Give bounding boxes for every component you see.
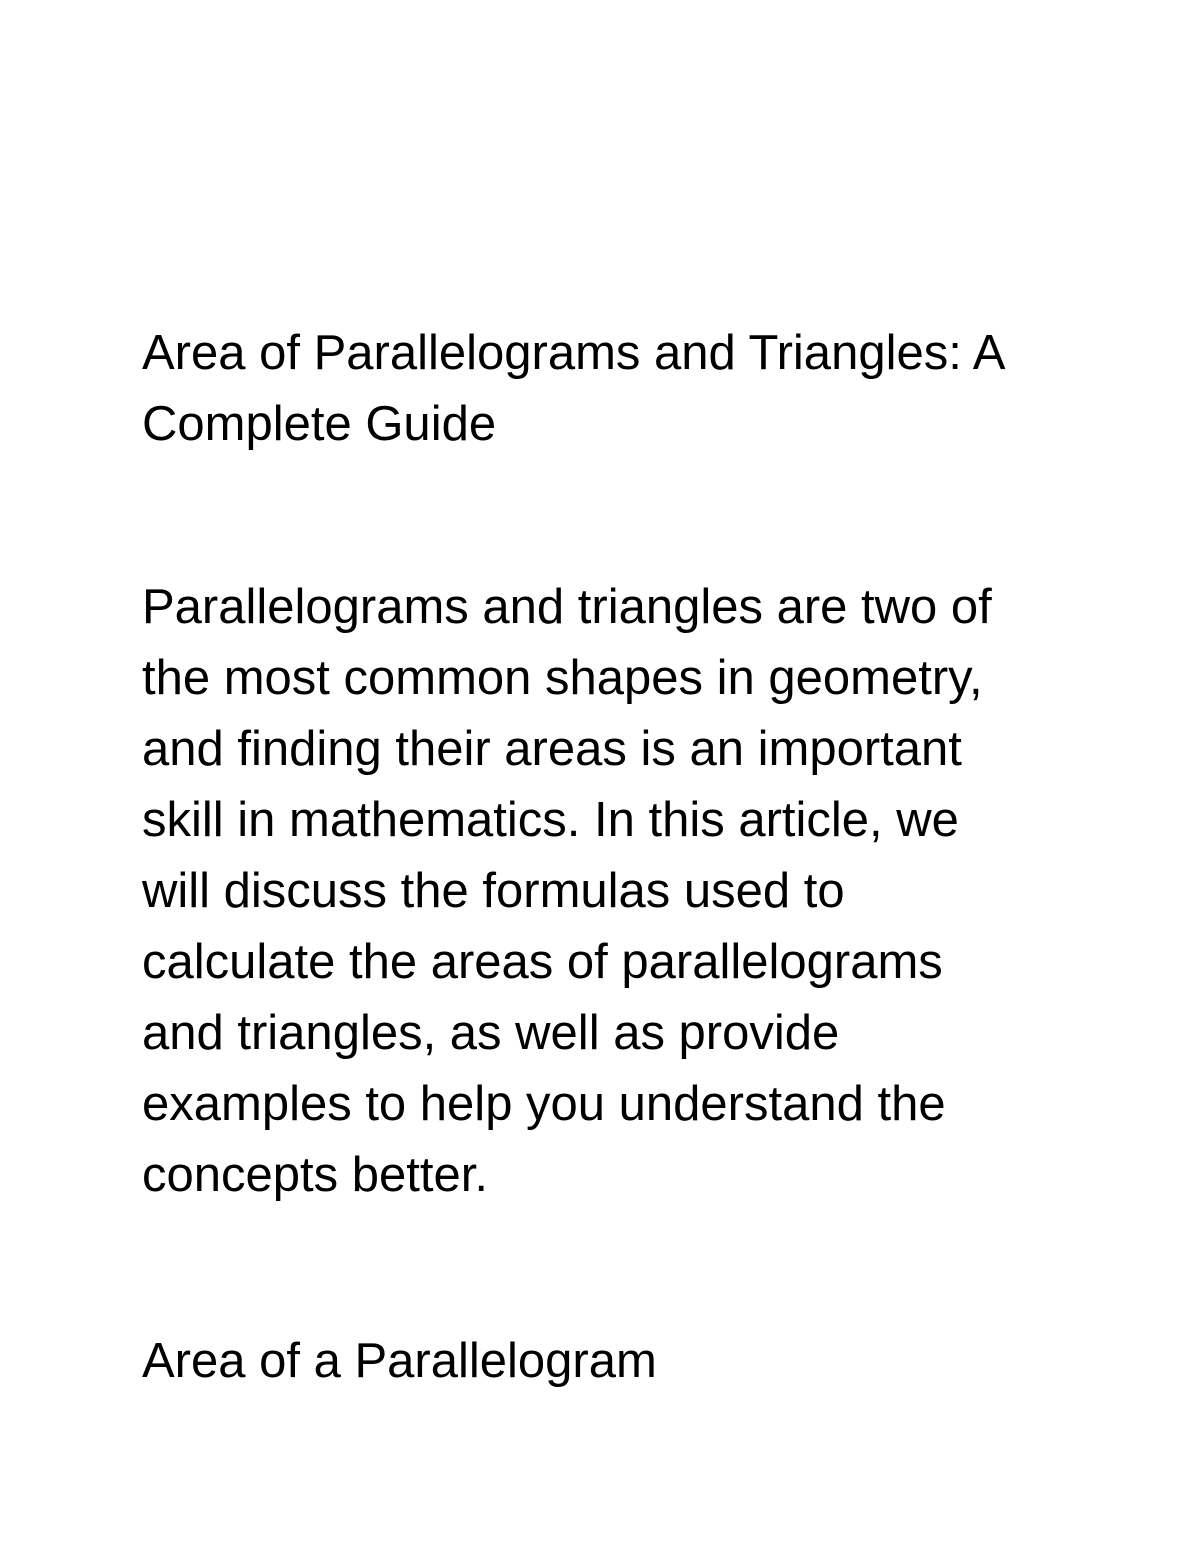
intro-paragraph: Parallelograms and triangles are two of the most common shapes in geometry, and finding their areas is an important skill in mathematics. In this article, we will discuss the formulas used to calculate the areas of parallelograms and triangles, as well as provide examples to help you understand the concepts better. — [142, 580, 992, 1202]
section-heading: Area of a Parallelogram — [142, 1334, 657, 1388]
document-title: Area of Parallelograms and Triangles: A Complete Guide — [142, 326, 1006, 451]
